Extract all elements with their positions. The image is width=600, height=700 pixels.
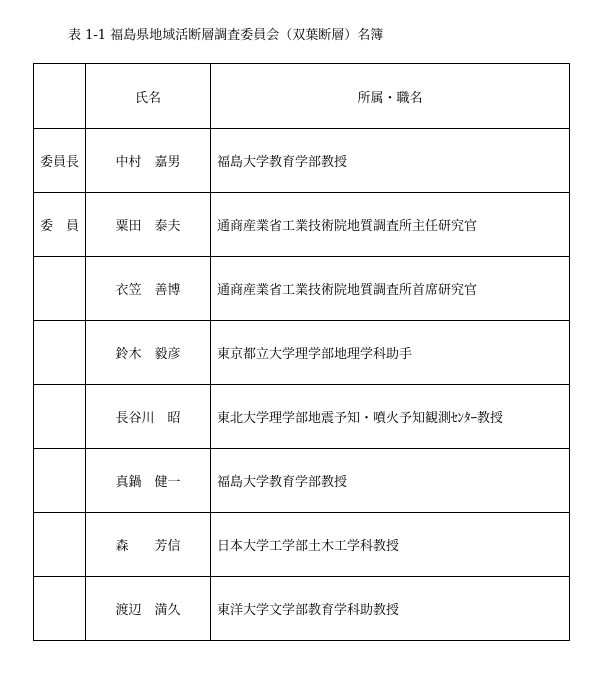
table-row [34, 385, 570, 449]
affiliation-cell: 東京都立大学理学部地理学科助手 [211, 321, 570, 385]
name-cell: 中村 嘉男 [86, 129, 211, 193]
affiliation-cell: 日本大学工学部土木工学科教授 [211, 513, 570, 577]
affiliation-cell: 東洋大学文学部教育学科助教授 [211, 577, 570, 641]
affiliation-cell: 通商産業省工業技術院地質調査所主任研究官 [211, 193, 570, 257]
role-cell [34, 385, 86, 449]
name-cell: 長谷川 昭 [86, 385, 211, 449]
table-header-row [34, 64, 570, 129]
table-row [34, 513, 570, 577]
table-caption: 表 1-1 福島県地域活断層調査委員会（双葉断層）名簿 [68, 28, 384, 43]
header-affiliation: 所属・職名 [211, 64, 570, 129]
affiliation-cell: 通商産業省工業技術院地質調査所首席研究官 [211, 257, 570, 321]
table-row [34, 577, 570, 641]
role-cell [34, 449, 86, 513]
table-row [34, 193, 570, 257]
affiliation-cell: 福島大学教育学部教授 [211, 129, 570, 193]
header-name: 氏名 [86, 64, 211, 129]
role-cell [34, 513, 86, 577]
name-cell: 粟田 泰夫 [86, 193, 211, 257]
role-cell [34, 257, 86, 321]
affiliation-cell: 福島大学教育学部教授 [211, 449, 570, 513]
table-row [34, 449, 570, 513]
header-role [34, 64, 86, 129]
name-cell: 渡辺 満久 [86, 577, 211, 641]
role-cell [34, 321, 86, 385]
name-cell: 真鍋 健一 [86, 449, 211, 513]
table-row [34, 257, 570, 321]
affiliation-cell: 東北大学理学部地震予知・噴火予知観測ｾﾝﾀｰ教授 [211, 385, 570, 449]
name-cell: 鈴木 毅彦 [86, 321, 211, 385]
role-cell [34, 577, 86, 641]
name-cell: 森 芳信 [86, 513, 211, 577]
member-table [33, 63, 570, 641]
table-row [34, 321, 570, 385]
role-cell: 委員長 [34, 129, 86, 193]
name-cell: 衣笠 善博 [86, 257, 211, 321]
table-row [34, 129, 570, 193]
role-cell: 委 員 [34, 193, 86, 257]
